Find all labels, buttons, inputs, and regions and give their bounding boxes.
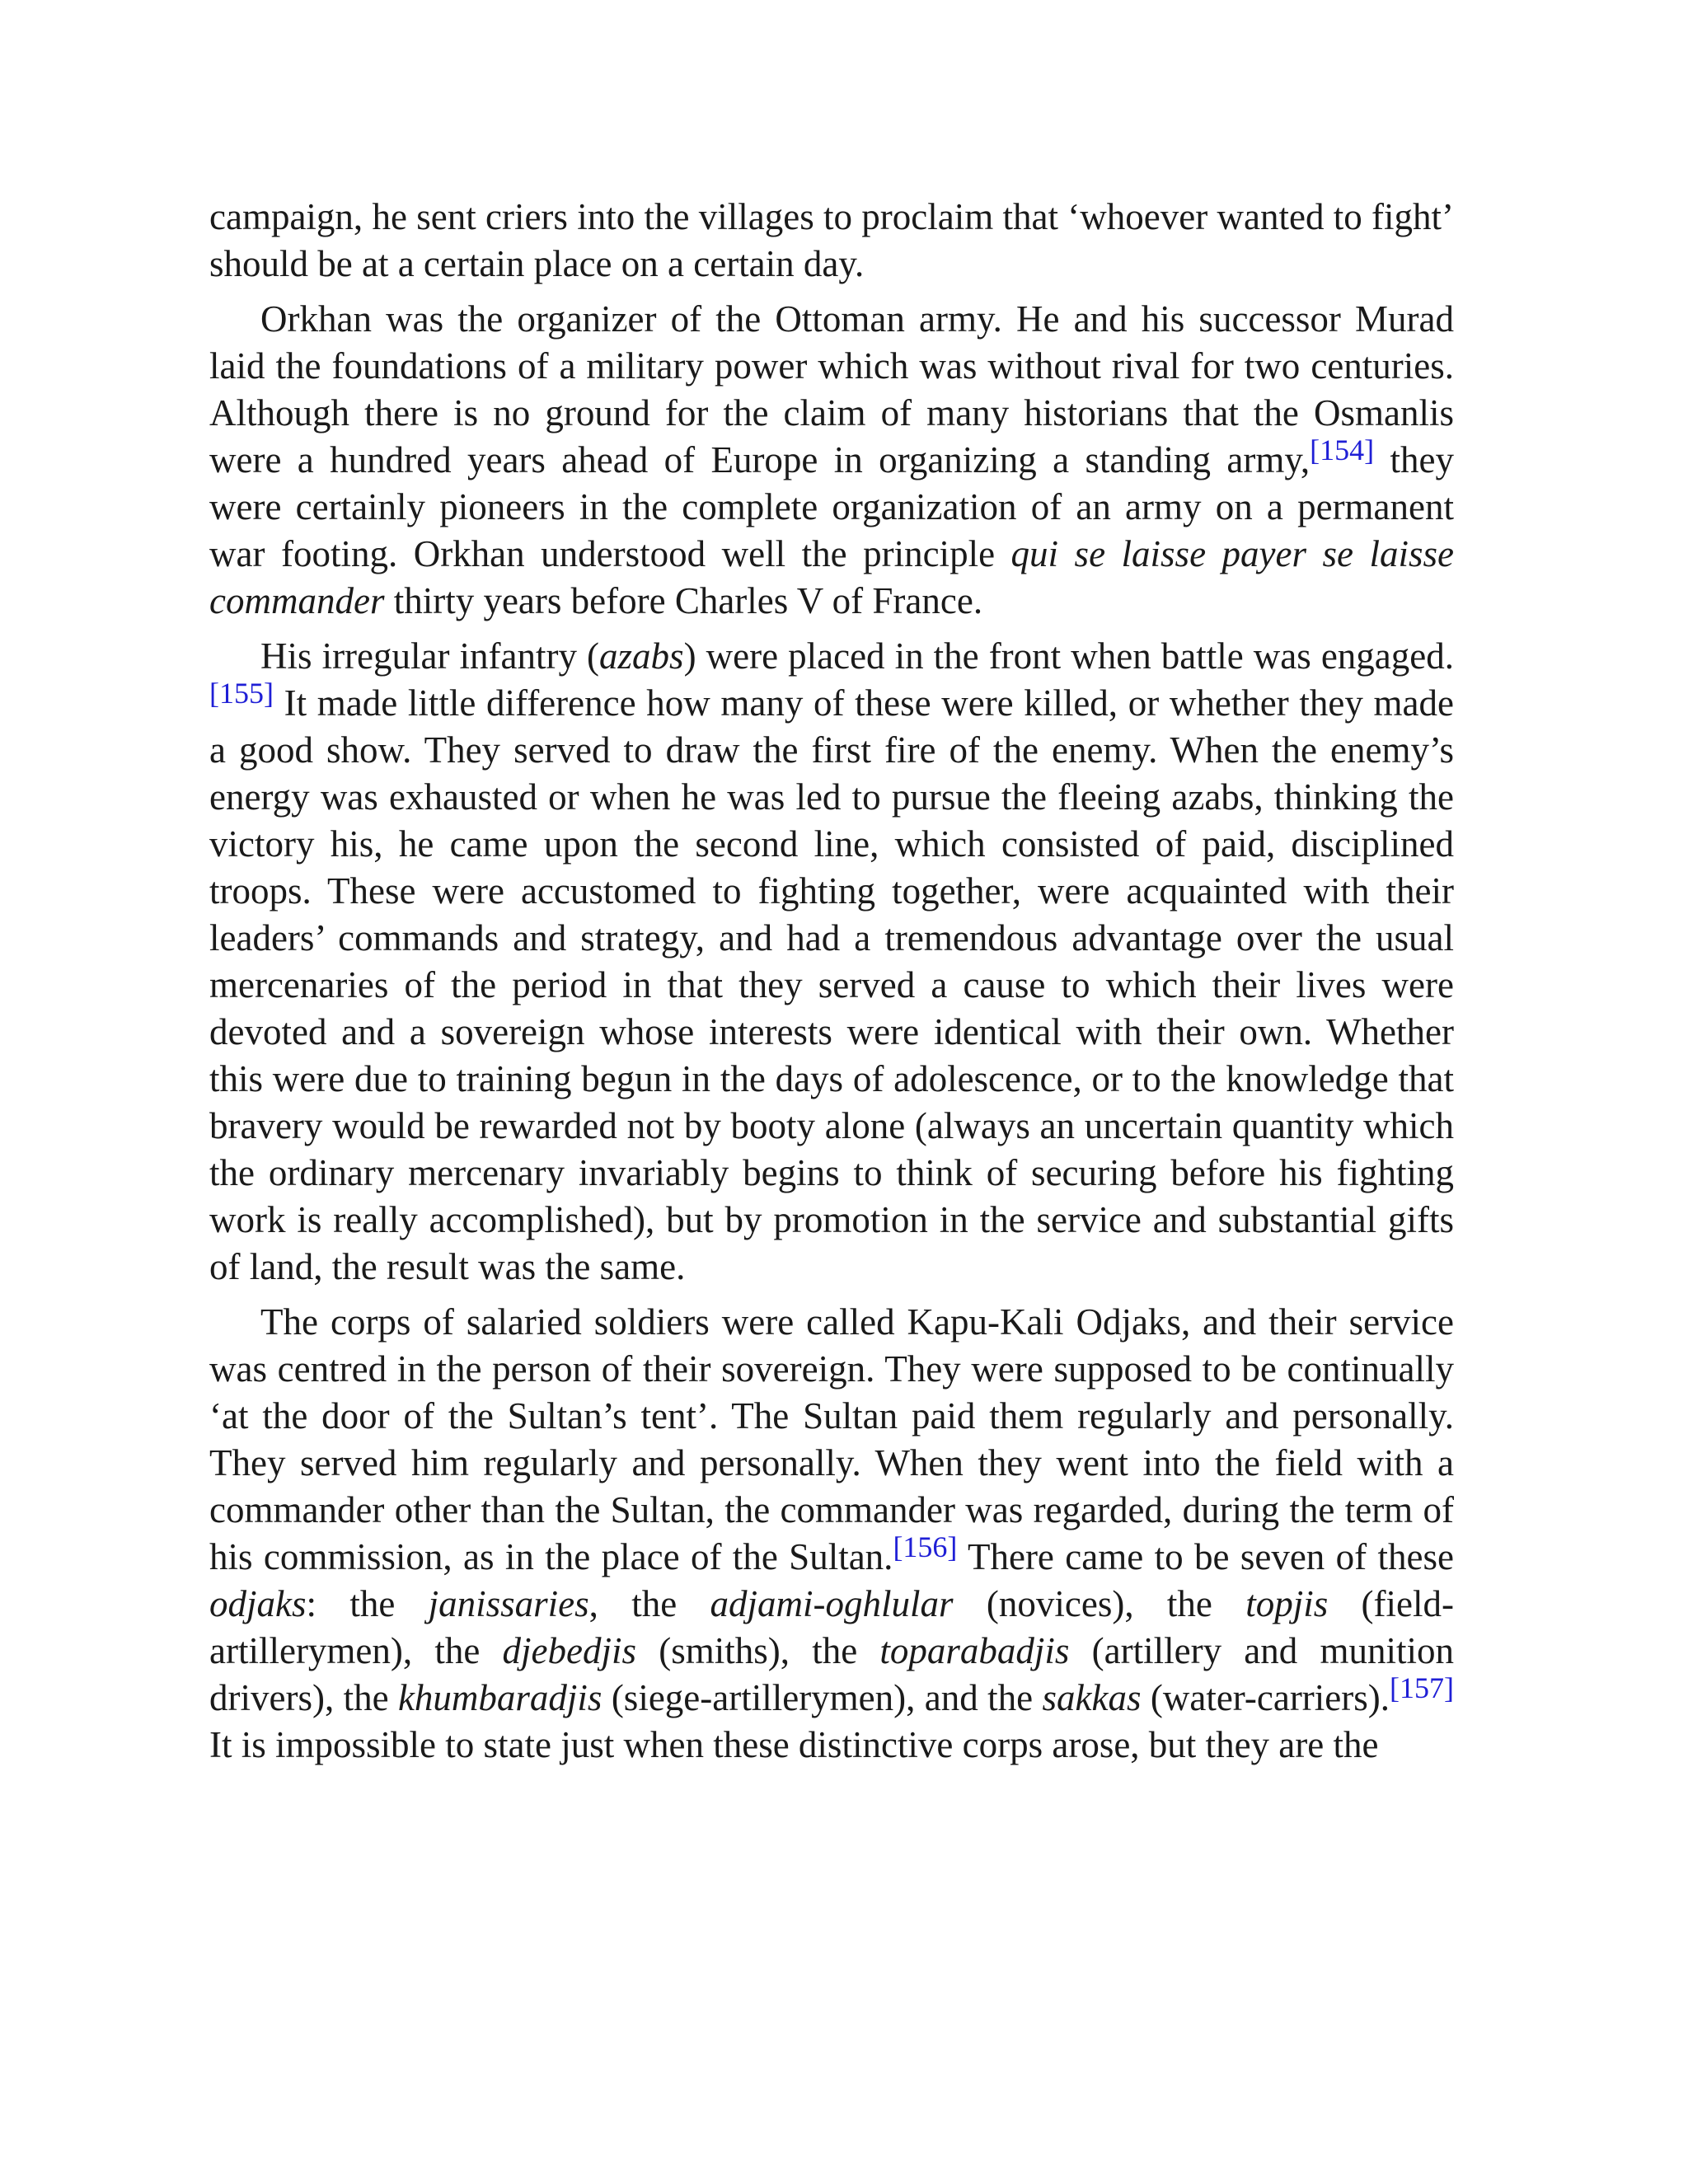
footnote-ref-155[interactable]: [155] — [209, 677, 274, 710]
text-segment: It is impossible to state just when these distinctive corps arose, but they are the — [209, 1724, 1379, 1765]
italic-term: odjaks — [209, 1583, 307, 1624]
italic-term: azabs — [599, 635, 684, 677]
footnote-ref-157[interactable]: [157] — [1390, 1671, 1454, 1704]
text-segment: (water-carriers). — [1141, 1677, 1390, 1718]
footnote-ref-156[interactable]: [156] — [893, 1530, 958, 1563]
text-segment: Orkhan was the organizer of the Ottoman army. He and his successor Murad laid the foundations of a military power which was without rival for two centuries. Although there is no ground for the claim of many historians that the Osmanlis were a hundred years ahead of Europe in organizing a standing army, — [209, 298, 1454, 480]
italic-term: topjis — [1245, 1583, 1329, 1624]
text-segment: (smiths), the — [636, 1630, 880, 1671]
italic-term: janissaries — [428, 1583, 589, 1624]
paragraph-4 — [209, 1299, 1454, 1769]
text-segment: thirty years before Charles V of France. — [384, 580, 983, 621]
paragraph-3 — [209, 633, 1454, 1291]
text-segment: : the — [306, 1583, 429, 1624]
page-body — [209, 194, 1454, 1777]
text-segment: ) were placed in the front when battle was engaged. — [683, 635, 1454, 677]
text-segment: It made little difference how many of these were killed, or whether they made a good show. They served to draw the first fire of the enemy. When the enemy’s energy was exhausted or when he was led to pursue the fleeing azabs, thinking the victory his, he came upon the second line, which consisted of paid, disciplined troops. These were accustomed to fighting together, were acquainted with their leaders’ commands and strategy, and had a tremendous advantage over the usual mercenaries of the period in that they served a cause to which their lives were devoted and a sovereign whose interests were identical with their own. Whether this were due to training begun in the days of adolescence, or to the knowledge that bravery would be rewarded not by booty alone (always an uncertain quantity which the ordinary mercenary invariably begins to think of securing before his fighting work is really accomplished), but by promotion in the service and substantial gifts of land, the result was the same. — [209, 682, 1454, 1287]
text-segment: (novices), the — [953, 1583, 1246, 1624]
paragraph-2 — [209, 296, 1454, 625]
italic-term: khumbaradjis — [397, 1677, 603, 1718]
text-segment: (artillery and munition drivers), the — [209, 1630, 1454, 1718]
text-segment: The corps of salaried soldiers were called Kapu-Kali Odjaks, and their service was centred in the person of their sovereign. They were supposed to be continually ‘at the door of the Sultan’s tent’. The Sultan paid them regularly and personally. They served him regularly and personally. When they went into the field with a commander other than the Sultan, the commander was regarded, during the term of his commission, as in the place of the Sultan. — [209, 1301, 1454, 1577]
text-segment: There came to be seven of these — [957, 1536, 1454, 1577]
footnote-ref-154[interactable]: [154] — [1310, 434, 1375, 466]
text-segment: they were certainly pioneers in the complete organization of an army on a permanent war footing. Orkhan understood well the principle — [209, 439, 1454, 574]
paragraph-1 — [209, 194, 1454, 288]
text-segment: (siege-artillerymen), and the — [602, 1677, 1043, 1718]
italic-phrase: qui se laisse payer se laisse commander — [209, 533, 1455, 621]
text-segment: (field-artillerymen), the — [209, 1583, 1454, 1671]
italic-term: djebedjis — [502, 1630, 637, 1671]
text-segment: , the — [588, 1583, 710, 1624]
paragraph-1-text: campaign, he sent criers into the villages to proclaim that ‘whoever wanted to fight’ should be at a certain place on a certain day. — [209, 196, 1454, 284]
italic-term: toparabadjis — [879, 1630, 1070, 1671]
italic-term: sakkas — [1042, 1677, 1142, 1718]
text-segment: His irregular infantry ( — [260, 635, 600, 677]
italic-term: adjami-oghlular — [710, 1583, 954, 1624]
